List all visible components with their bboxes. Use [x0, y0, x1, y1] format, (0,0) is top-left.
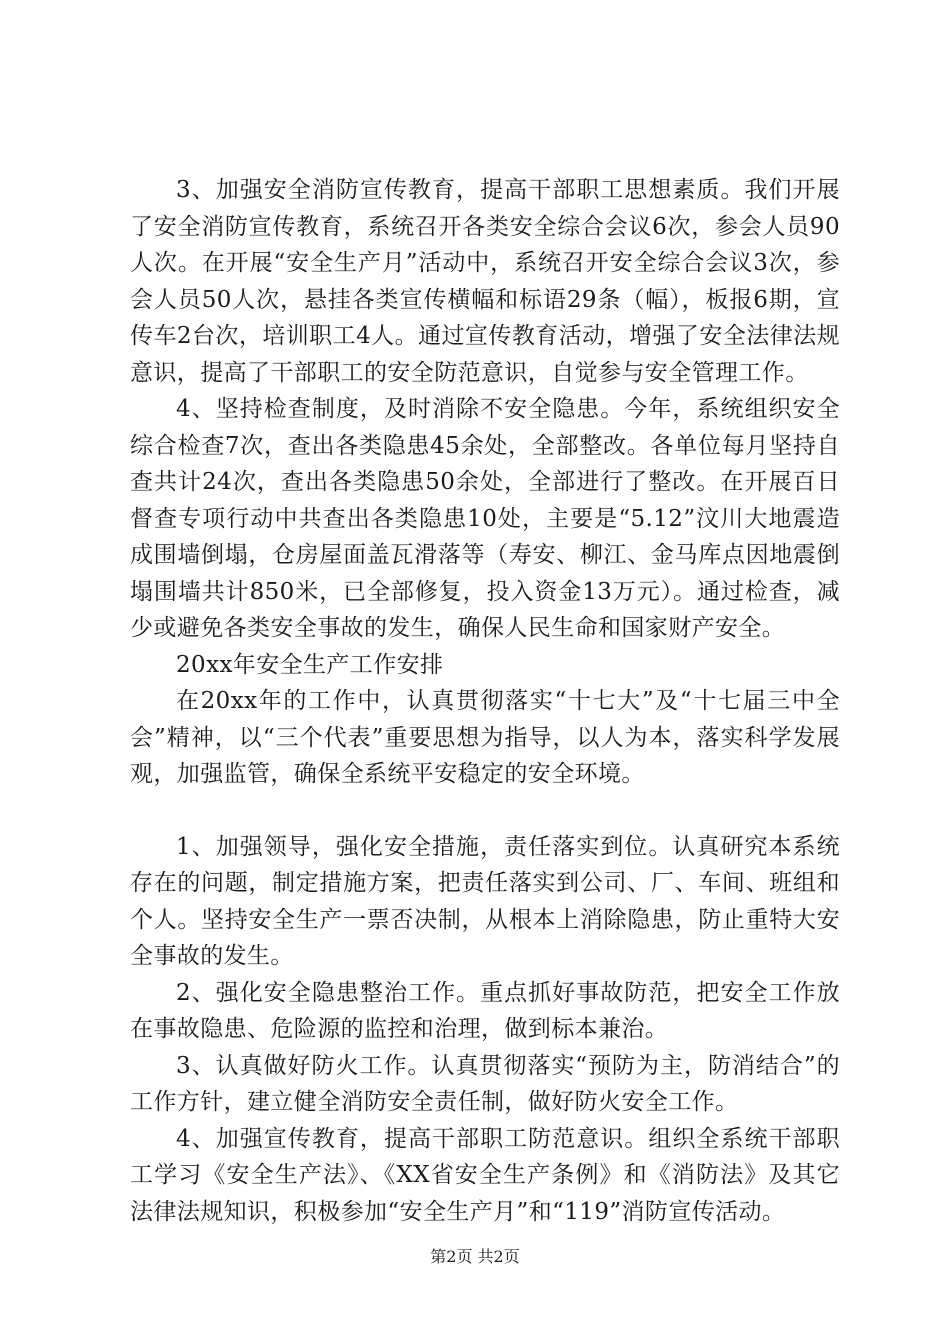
paragraph-plan-intro: 在20xx年的工作中，认真贯彻落实“十七大”及“十七届三中全会”精神，以“三个代表”重要思想为指导，以人为本，落实科学发展观，加强监管，确保全系统平安稳定的安全环境。: [130, 688, 840, 787]
document-body: [130, 172, 840, 1230]
paragraph-propaganda-education: 3、加强安全消防宣传教育，提高干部职工思想素质。我们开展了安全消防宣传教育，系统召开各类安全综合会议6次，参会人员90人次。在开展“安全生产月”活动中，系统召开安全综合会议3次，参会人员50人次，悬挂各类宣传横幅和标语29条（幅），板报6期，宣传车2台次，培训职工4人。通过宣传教育活动，增强了安全法律法规意识，提高了干部职工的安全防范意识，自觉参与安全管理工作。: [130, 177, 840, 386]
paragraph-plan-item-4: 4、加强宣传教育，提高干部职工防范意识。组织全系统干部职工学习《安全生产法》、《XX省安全生产条例》和《消防法》及其它法律法规知识，积极参加“安全生产月”和“119”消防宣传活动。: [130, 1125, 840, 1225]
section-heading-work-plan: 20xx年安全生产工作安排: [176, 651, 444, 678]
paragraph-plan-item-2: 2、强化安全隐患整治工作。重点抓好事故防范，把安全工作放在事故隐患、危险源的监控和治理，做到标本兼治。: [130, 979, 840, 1042]
paragraph-inspection-system: 4、坚持检查制度，及时消除不安全隐患。今年，系统组织安全综合检查7次，查出各类隐患45余处，全部整改。各单位每月坚持自查共计24次，查出各类隐患50余处，全部进行了整改。在开展百日督查专项行动中共查出各类隐患10处，主要是“5.12”汶川大地震造成围墙倒塌，仓房屋面盖瓦滑落等（寿安、柳江、金马库点因地震倒塌围墙共计850米，已全部修复，投入资金13万元）。通过检查，减少或避免各类安全事故的发生，确保人民生命和国家财产安全。: [130, 396, 840, 641]
paragraph-plan-item-1: 1、加强领导，强化安全措施，责任落实到位。认真研究本系统存在的问题，制定措施方案，把责任落实到公司、厂、车间、班组和个人。坚持安全生产一票否决制，从根本上消除隐患，防止重特大安全事故的发生。: [130, 833, 840, 969]
page-number-footer: 第2页 共2页: [430, 1247, 520, 1266]
paragraph-plan-item-3: 3、认真做好防火工作。认真贯彻落实“预防为主，防消结合”的工作方针，建立健全消防安全责任制，做好防火安全工作。: [130, 1052, 840, 1115]
